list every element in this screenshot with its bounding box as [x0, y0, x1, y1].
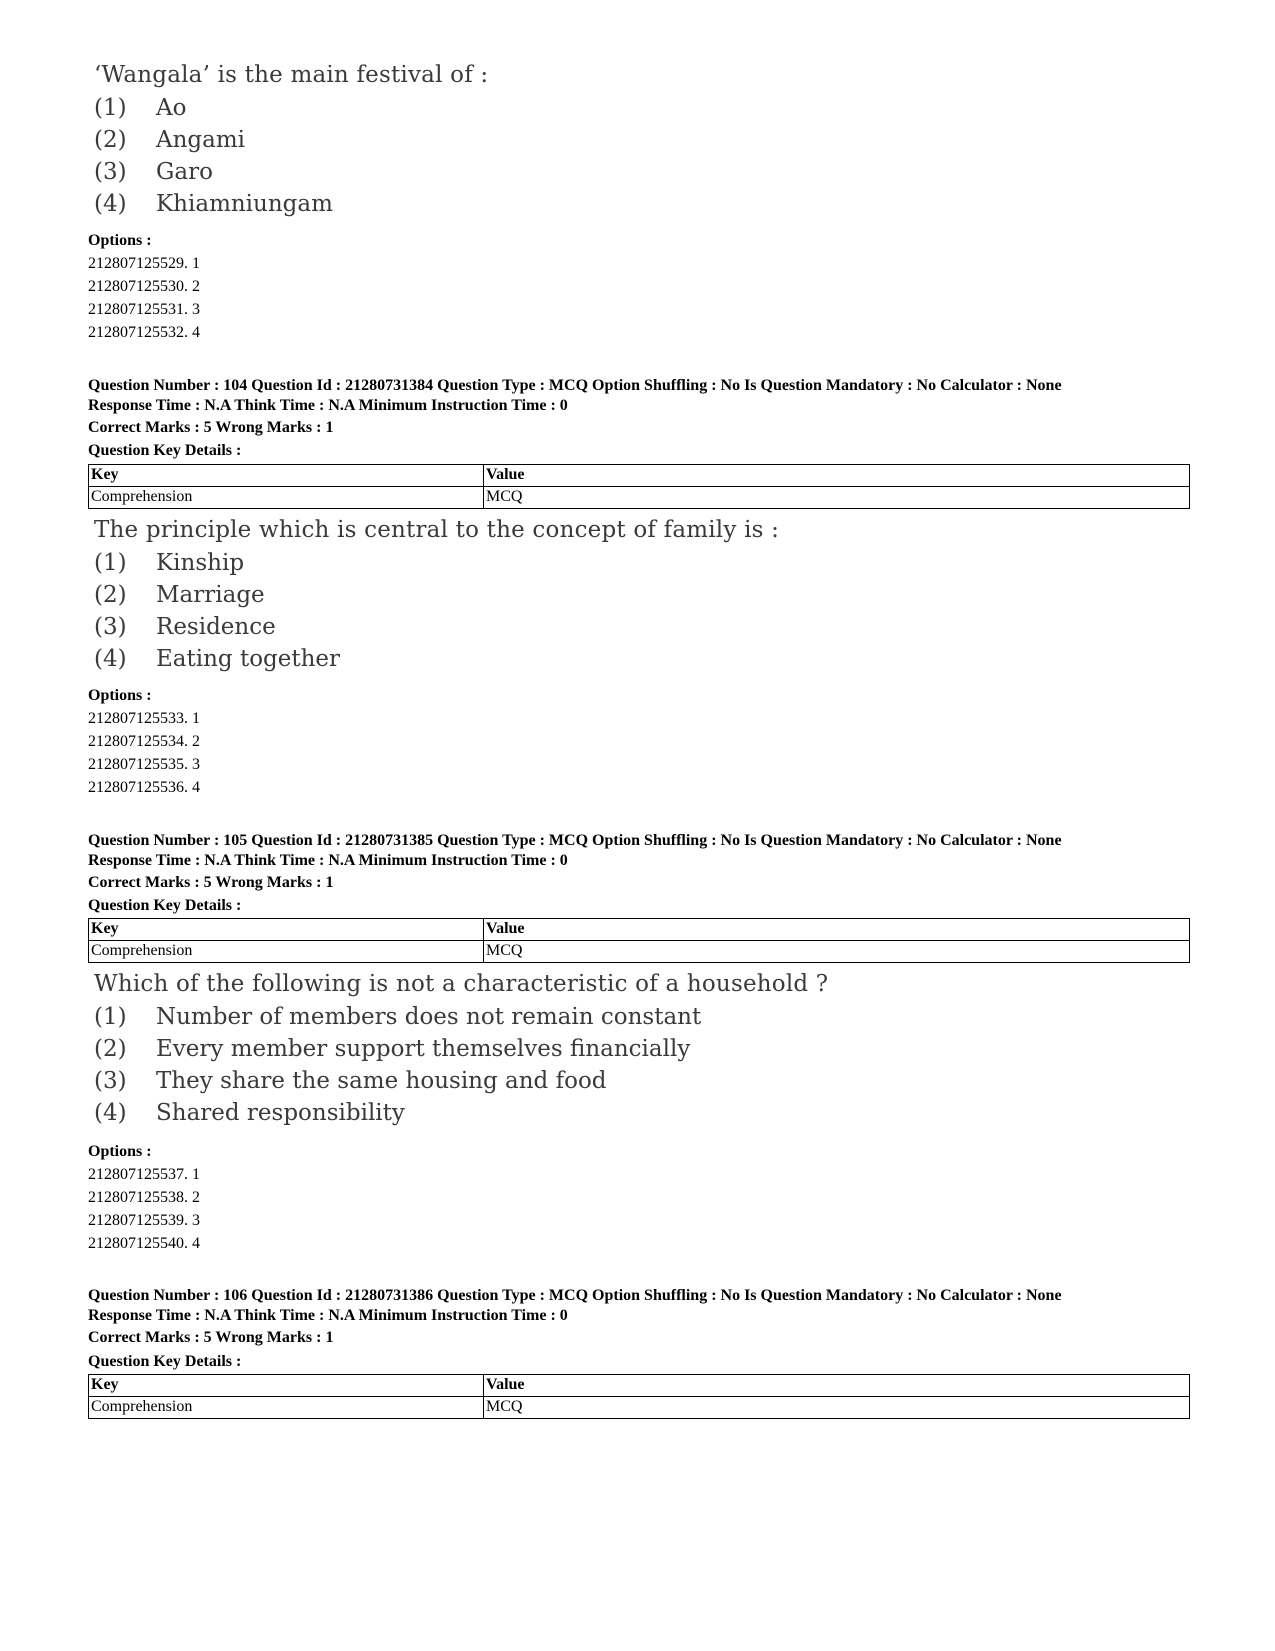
- question-meta-line: Question Number : 106 Question Id : 21280731386 Question Type : MCQ Option Shuffling : No Is Question Mandatory : No Calculator : None: [88, 1287, 1062, 1304]
- option-line: 212807125536. 4: [88, 779, 200, 796]
- question-meta-line: Question Number : 105 Question Id : 21280731385 Question Type : MCQ Option Shuffling : No Is Question Mandatory : No Calculator : None: [88, 832, 1062, 849]
- options-label: Options :: [88, 687, 152, 704]
- table-cell-value: MCQ: [484, 1397, 1190, 1419]
- key-details-label: Question Key Details :: [88, 442, 242, 459]
- question-choice: (3) Residence: [94, 614, 276, 640]
- question-choice: (4) Khiamniungam: [94, 191, 333, 217]
- option-line: 212807125530. 2: [88, 278, 200, 295]
- option-line: 212807125532. 4: [88, 324, 200, 341]
- question-image: [94, 971, 829, 1126]
- key-details-table: [88, 918, 1190, 963]
- question-meta-line: Response Time : N.A Think Time : N.A Minimum Instruction Time : 0: [88, 1307, 568, 1324]
- table-header-key: Key: [89, 919, 484, 941]
- option-line: 212807125537. 1: [88, 1166, 200, 1183]
- marks-line: Correct Marks : 5 Wrong Marks : 1: [88, 1329, 334, 1346]
- option-line: 212807125538. 2: [88, 1189, 200, 1206]
- option-line: 212807125535. 3: [88, 756, 200, 773]
- table-header-key: Key: [89, 465, 484, 487]
- question-choice: (1) Number of members does not remain constant: [94, 1004, 702, 1030]
- option-line: 212807125529. 1: [88, 255, 200, 272]
- question-meta-line: Question Number : 104 Question Id : 21280731384 Question Type : MCQ Option Shuffling : No Is Question Mandatory : No Calculator : None: [88, 377, 1062, 394]
- question-choice: (2) Every member support themselves financially: [94, 1036, 691, 1062]
- question-stem: ‘Wangala’ is the main festival of :: [94, 62, 489, 88]
- question-choice: (1) Ao: [94, 95, 187, 121]
- key-details-label: Question Key Details :: [88, 897, 242, 914]
- key-details-label: Question Key Details :: [88, 1353, 242, 1370]
- question-choice: (1) Kinship: [94, 550, 245, 576]
- question-stem: The principle which is central to the concept of family is :: [94, 517, 780, 543]
- option-line: 212807125534. 2: [88, 733, 200, 750]
- table-cell-value: MCQ: [484, 941, 1190, 963]
- key-details-table: [88, 464, 1190, 509]
- options-label: Options :: [88, 232, 152, 249]
- question-image: [94, 62, 489, 217]
- question-choice: (3) Garo: [94, 159, 213, 185]
- question-choice: (2) Angami: [94, 127, 246, 153]
- options-label: Options :: [88, 1143, 152, 1160]
- table-header-value: Value: [484, 919, 1190, 941]
- question-stem: Which of the following is not a characteristic of a household ?: [94, 971, 829, 997]
- table-cell-key: Comprehension: [89, 487, 484, 509]
- question-choice: (3) They share the same housing and food: [94, 1068, 607, 1094]
- question-meta: [88, 1286, 1062, 1326]
- question-meta: [88, 376, 1062, 416]
- question-choice: (4) Shared responsibility: [94, 1100, 405, 1126]
- table-cell-value: MCQ: [484, 487, 1190, 509]
- option-line: 212807125533. 1: [88, 710, 200, 727]
- table-header-value: Value: [484, 465, 1190, 487]
- question-choice: (4) Eating together: [94, 646, 341, 672]
- option-line: 212807125540. 4: [88, 1235, 200, 1252]
- option-line: 212807125531. 3: [88, 301, 200, 318]
- marks-line: Correct Marks : 5 Wrong Marks : 1: [88, 874, 334, 891]
- key-details-table: [88, 1374, 1190, 1419]
- option-line: 212807125539. 3: [88, 1212, 200, 1229]
- marks-line: Correct Marks : 5 Wrong Marks : 1: [88, 419, 334, 436]
- question-meta: [88, 831, 1062, 871]
- question-meta-line: Response Time : N.A Think Time : N.A Minimum Instruction Time : 0: [88, 397, 568, 414]
- table-header-value: Value: [484, 1375, 1190, 1397]
- question-choice: (2) Marriage: [94, 582, 265, 608]
- table-cell-key: Comprehension: [89, 1397, 484, 1419]
- question-meta-line: Response Time : N.A Think Time : N.A Minimum Instruction Time : 0: [88, 852, 568, 869]
- table-header-key: Key: [89, 1375, 484, 1397]
- question-image: [94, 517, 780, 672]
- table-cell-key: Comprehension: [89, 941, 484, 963]
